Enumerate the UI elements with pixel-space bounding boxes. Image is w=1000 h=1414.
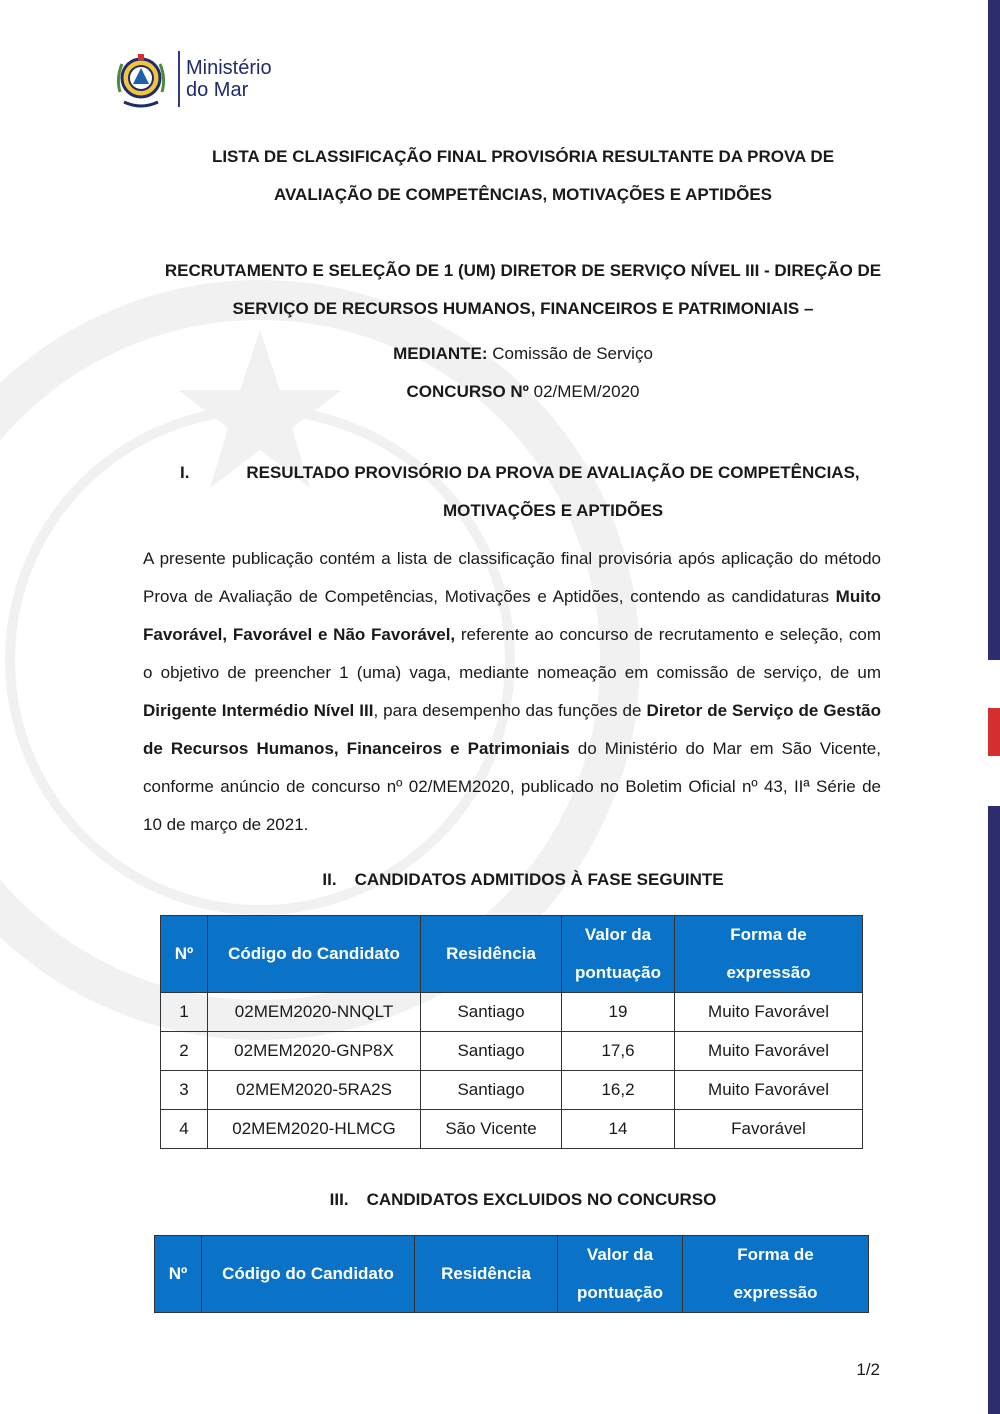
- cell-score: 19: [562, 993, 675, 1032]
- table-header-row: [161, 916, 863, 993]
- cell-expression: Muito Favorável: [675, 1071, 863, 1110]
- col-residence: Residência: [415, 1236, 558, 1313]
- cell-expression: Favorável: [675, 1110, 863, 1149]
- table-row: [161, 1032, 863, 1071]
- table-header-row: [155, 1236, 869, 1313]
- cell-code: 02MEM2020-GNP8X: [208, 1032, 421, 1071]
- col-expression-line1: Forma de: [730, 925, 807, 944]
- page-number: 1/2: [856, 1360, 880, 1379]
- cell-number: 2: [161, 1032, 208, 1071]
- para-text-4: do Ministério do Mar em São Vicente, conforme anúncio de concurso nº 02/MEM2020, publicado no Boletim Oficial nº 43, IIª Série de 10 de março de 2021.: [143, 739, 881, 834]
- col-code: Código do Candidato: [208, 916, 421, 993]
- col-score-line1: Valor da: [584, 925, 652, 944]
- cell-score: 14: [562, 1110, 675, 1149]
- cell-code: 02MEM2020-HLMCG: [208, 1110, 421, 1149]
- mediante-value: Comissão de Serviço: [492, 344, 653, 363]
- cell-expression: Muito Favorável: [675, 993, 863, 1032]
- concurso-label: CONCURSO Nº: [406, 382, 529, 401]
- para-bold-1: Muito Favorável, Favorável e Não Favorável,: [143, 587, 881, 644]
- cell-residence: Santiago: [421, 1071, 562, 1110]
- col-score: [558, 1236, 683, 1313]
- section-1-line1: RESULTADO PROVISÓRIO DA PROVA DE AVALIAÇÃO DE COMPETÊNCIAS,: [246, 463, 860, 482]
- logo-text: [186, 57, 272, 101]
- side-bar-navy-bottom: [988, 806, 1000, 1414]
- col-score-line2: pontuação: [577, 1283, 663, 1302]
- cell-residence: São Vicente: [421, 1110, 562, 1149]
- col-expression: [675, 916, 863, 993]
- side-bar-navy-top: [988, 0, 1000, 660]
- section-2-number: II.: [322, 870, 337, 889]
- cell-number: 4: [161, 1110, 208, 1149]
- document-subtitle: [150, 252, 896, 328]
- section-1-line2: MOTIVAÇÕES E APTIDÕES: [442, 501, 664, 520]
- title-line1: LISTA DE CLASSIFICAÇÃO FINAL PROVISÓRIA RESULTANTE DA PROVA DE: [211, 147, 835, 166]
- para-text-1: A presente publicação contém a lista de classificação final provisória após aplicação do método Prova de Avaliação de Competências, Motivações e Aptidões, contendo as candidaturas: [143, 549, 881, 606]
- cell-score: 17,6: [562, 1032, 675, 1071]
- title-line2: AVALIAÇÃO DE COMPETÊNCIAS, MOTIVAÇÕES E APTIDÕES: [273, 185, 773, 204]
- concurso-value: 02/MEM/2020: [533, 382, 640, 401]
- col-expression-line2: expressão: [726, 963, 811, 982]
- subtitle-line1: RECRUTAMENTO E SELEÇÃO DE 1 (UM) DIRETOR DE SERVIÇO NÍVEL III - DIREÇÃO DE: [164, 261, 882, 280]
- section-2-heading: [150, 870, 896, 890]
- logo-divider: [178, 51, 180, 107]
- col-score-line1: Valor da: [586, 1245, 654, 1264]
- table-row: [161, 1110, 863, 1149]
- section-1-number: I.: [180, 463, 190, 482]
- mediante-label: MEDIANTE:: [393, 344, 488, 363]
- col-expression: [683, 1236, 869, 1313]
- section-3-heading: [150, 1190, 896, 1210]
- cell-code: 02MEM2020-NNQLT: [208, 993, 421, 1032]
- coat-of-arms-icon: [112, 48, 170, 110]
- side-bar-red: [988, 708, 1000, 756]
- table-row: [161, 1071, 863, 1110]
- cell-residence: Santiago: [421, 993, 562, 1032]
- col-score-line2: pontuação: [575, 963, 661, 982]
- para-bold-3: Diretor de Serviço de Gestão de Recursos Humanos, Financeiros e Patrimoniais: [143, 701, 881, 758]
- col-number: Nº: [161, 916, 208, 993]
- cell-score: 16,2: [562, 1071, 675, 1110]
- para-text-2: referente ao concurso de recrutamento e seleção, com o objetivo de preencher 1 (uma) vaga, mediante nomeação em comissão de serviço, de um: [143, 625, 881, 682]
- ministry-logo: [112, 48, 272, 110]
- subtitle-line2: SERVIÇO DE RECURSOS HUMANOS, FINANCEIROS E PATRIMONIAIS –: [232, 299, 814, 318]
- section-3-number: III.: [329, 1190, 349, 1209]
- logo-line1: Ministério: [186, 57, 272, 79]
- logo-line2: do Mar: [186, 79, 249, 101]
- section-1-heading: [150, 454, 896, 530]
- cell-expression: Muito Favorável: [675, 1032, 863, 1071]
- col-expression-line1: Forma de: [737, 1245, 814, 1264]
- admitted-candidates-table: [160, 915, 863, 1149]
- excluded-candidates-table: [154, 1235, 869, 1313]
- document-title: [150, 138, 896, 214]
- cell-number: 1: [161, 993, 208, 1032]
- cell-residence: Santiago: [421, 1032, 562, 1071]
- para-text-3: , para desempenho das funções de: [373, 701, 647, 720]
- cell-number: 3: [161, 1071, 208, 1110]
- col-code: Código do Candidato: [202, 1236, 415, 1313]
- table-row: [161, 993, 863, 1032]
- body-paragraph: [143, 540, 881, 844]
- cell-code: 02MEM2020-5RA2S: [208, 1071, 421, 1110]
- col-residence: Residência: [421, 916, 562, 993]
- mediante-line: [150, 344, 896, 364]
- section-3-title: CANDIDATOS EXCLUIDOS NO CONCURSO: [366, 1190, 717, 1209]
- col-expression-line2: expressão: [733, 1283, 818, 1302]
- para-bold-2: Dirigente Intermédio Nível III: [143, 701, 374, 720]
- col-number: Nº: [155, 1236, 202, 1313]
- section-2-title: CANDIDATOS ADMITIDOS À FASE SEGUINTE: [354, 870, 724, 889]
- col-score: [562, 916, 675, 993]
- concurso-line: [150, 382, 896, 402]
